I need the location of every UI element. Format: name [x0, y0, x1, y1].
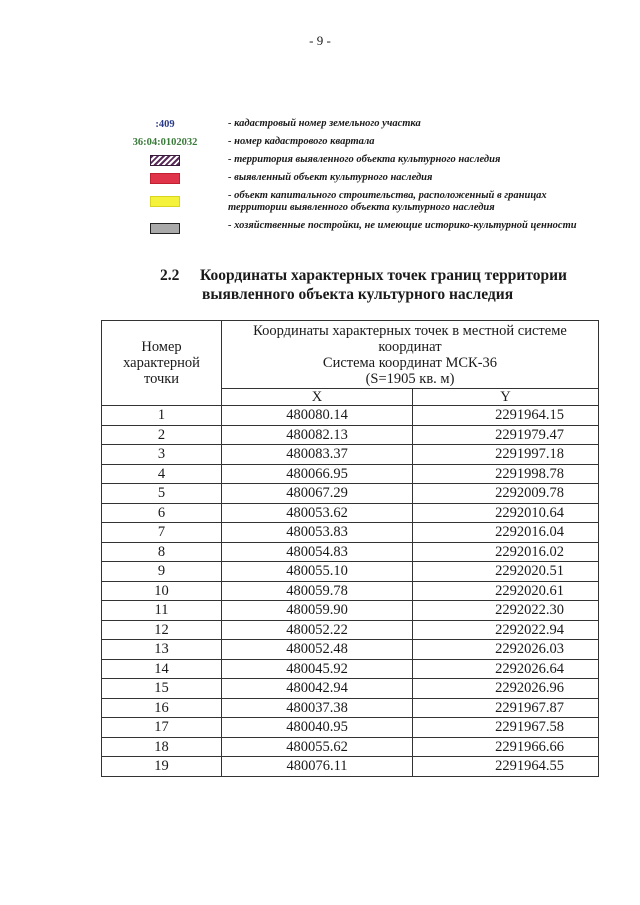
x-coordinate-cell: 480052.22 [222, 620, 413, 640]
table-row [102, 425, 599, 445]
y-coordinate-cell: 2292016.04 [413, 523, 599, 543]
header-coordinates [222, 321, 599, 389]
point-number-cell: 12 [102, 620, 222, 640]
legend-row-territory [110, 154, 610, 166]
table-row [102, 698, 599, 718]
x-coordinate-cell: 480053.62 [222, 503, 413, 523]
table-row [102, 562, 599, 582]
legend-row-land-plot [110, 118, 610, 130]
x-coordinate-cell: 480054.83 [222, 542, 413, 562]
table-row [102, 679, 599, 699]
point-number-cell: 15 [102, 679, 222, 699]
legend [110, 118, 610, 240]
header-line: Координаты характерных точек в местной системе [253, 323, 567, 339]
x-coordinate-cell: 480082.13 [222, 425, 413, 445]
x-coordinate-cell: 480076.11 [222, 757, 413, 777]
header-line: точки [143, 371, 180, 387]
x-coordinate-cell: 480037.38 [222, 698, 413, 718]
legend-text: - выявленный объект культурного наследия [228, 172, 433, 183]
x-coordinate-cell: 480059.78 [222, 581, 413, 601]
section-number: 2.2 [160, 267, 180, 284]
legend-row-quarter [110, 136, 610, 148]
x-coordinate-cell: 480080.14 [222, 406, 413, 426]
table-row [102, 718, 599, 738]
table-row [102, 542, 599, 562]
point-number-cell: 4 [102, 464, 222, 484]
red-swatch [150, 173, 180, 184]
y-coordinate-cell: 2292020.61 [413, 581, 599, 601]
y-coordinate-cell: 2291967.58 [413, 718, 599, 738]
table-row [102, 601, 599, 621]
y-coordinate-cell: 2291964.15 [413, 406, 599, 426]
table-row [102, 659, 599, 679]
point-number-cell: 14 [102, 659, 222, 679]
table-row [102, 620, 599, 640]
x-coordinate-cell: 480055.10 [222, 562, 413, 582]
x-coordinate-cell: 480067.29 [222, 484, 413, 504]
header-line: Система координат МСК-36 [322, 355, 498, 371]
point-number-cell: 16 [102, 698, 222, 718]
yellow-swatch [150, 196, 180, 207]
coordinates-table [101, 320, 599, 777]
table-row [102, 445, 599, 465]
table-row [102, 737, 599, 757]
table-row [102, 484, 599, 504]
column-y-header: Y [413, 389, 599, 406]
legend-row-heritage-object [110, 172, 610, 184]
legend-row-outbuildings [110, 220, 610, 234]
x-coordinate-cell: 480053.83 [222, 523, 413, 543]
section-title-line2: выявленного объекта культурного наследия [202, 286, 514, 303]
y-coordinate-cell: 2292016.02 [413, 542, 599, 562]
x-coordinate-cell: 480059.90 [222, 601, 413, 621]
legend-text: - номер кадастрового квартала [228, 136, 375, 147]
x-coordinate-cell: 480040.95 [222, 718, 413, 738]
table-row [102, 757, 599, 777]
point-number-cell: 3 [102, 445, 222, 465]
table-row [102, 640, 599, 660]
y-coordinate-cell: 2291997.18 [413, 445, 599, 465]
section-heading [160, 266, 600, 304]
x-coordinate-cell: 480052.48 [222, 640, 413, 660]
page-number: - 9 - [309, 33, 331, 48]
y-coordinate-cell: 2292026.03 [413, 640, 599, 660]
point-number-cell: 6 [102, 503, 222, 523]
y-coordinate-cell: 2291998.78 [413, 464, 599, 484]
hatch-swatch [150, 155, 180, 166]
section-title-line1: Координаты характерных точек границ территории [200, 267, 567, 284]
table-row [102, 503, 599, 523]
point-number-cell: 19 [102, 757, 222, 777]
gray-swatch [150, 223, 180, 234]
point-number-cell: 10 [102, 581, 222, 601]
cadastral-quarter-code: 36:04:0102032 [132, 137, 198, 148]
y-coordinate-cell: 2292010.64 [413, 503, 599, 523]
x-coordinate-cell: 480083.37 [222, 445, 413, 465]
point-number-cell: 11 [102, 601, 222, 621]
x-coordinate-cell: 480045.92 [222, 659, 413, 679]
header-point-number [102, 321, 222, 406]
y-coordinate-cell: 2291966.66 [413, 737, 599, 757]
y-coordinate-cell: 2292022.94 [413, 620, 599, 640]
y-coordinate-cell: 2292020.51 [413, 562, 599, 582]
y-coordinate-cell: 2291964.55 [413, 757, 599, 777]
table-row [102, 406, 599, 426]
column-x-header: X [222, 389, 413, 406]
x-coordinate-cell: 480055.62 [222, 737, 413, 757]
point-number-cell: 13 [102, 640, 222, 660]
y-coordinate-cell: 2292022.30 [413, 601, 599, 621]
y-coordinate-cell: 2292009.78 [413, 484, 599, 504]
y-coordinate-cell: 2292026.64 [413, 659, 599, 679]
table-row [102, 523, 599, 543]
x-coordinate-cell: 480042.94 [222, 679, 413, 699]
point-number-cell: 1 [102, 406, 222, 426]
land-plot-code: :409 [155, 119, 175, 130]
header-line: (S=1905 кв. м) [365, 371, 455, 387]
point-number-cell: 5 [102, 484, 222, 504]
legend-text: - территория выявленного объекта культурного наследия [228, 154, 501, 165]
point-number-cell: 8 [102, 542, 222, 562]
y-coordinate-cell: 2292026.96 [413, 679, 599, 699]
table-row [102, 581, 599, 601]
header-line: Номер [141, 339, 182, 355]
table-header-row [102, 321, 599, 389]
legend-text: - хозяйственные постройки, не имеющие историко-культурной ценности [228, 220, 577, 231]
point-number-cell: 9 [102, 562, 222, 582]
point-number-cell: 18 [102, 737, 222, 757]
point-number-cell: 17 [102, 718, 222, 738]
y-coordinate-cell: 2291979.47 [413, 425, 599, 445]
legend-row-capital-construction [110, 190, 610, 214]
header-line: координат [378, 339, 442, 355]
legend-text: - объект капитального строительства, расположенный в границах территории выявленного объекта культурного наследия [228, 190, 547, 213]
point-number-cell: 2 [102, 425, 222, 445]
legend-text: - кадастровый номер земельного участка [228, 118, 421, 129]
header-line: характерной [123, 355, 200, 371]
y-coordinate-cell: 2291967.87 [413, 698, 599, 718]
x-coordinate-cell: 480066.95 [222, 464, 413, 484]
point-number-cell: 7 [102, 523, 222, 543]
table-row [102, 464, 599, 484]
